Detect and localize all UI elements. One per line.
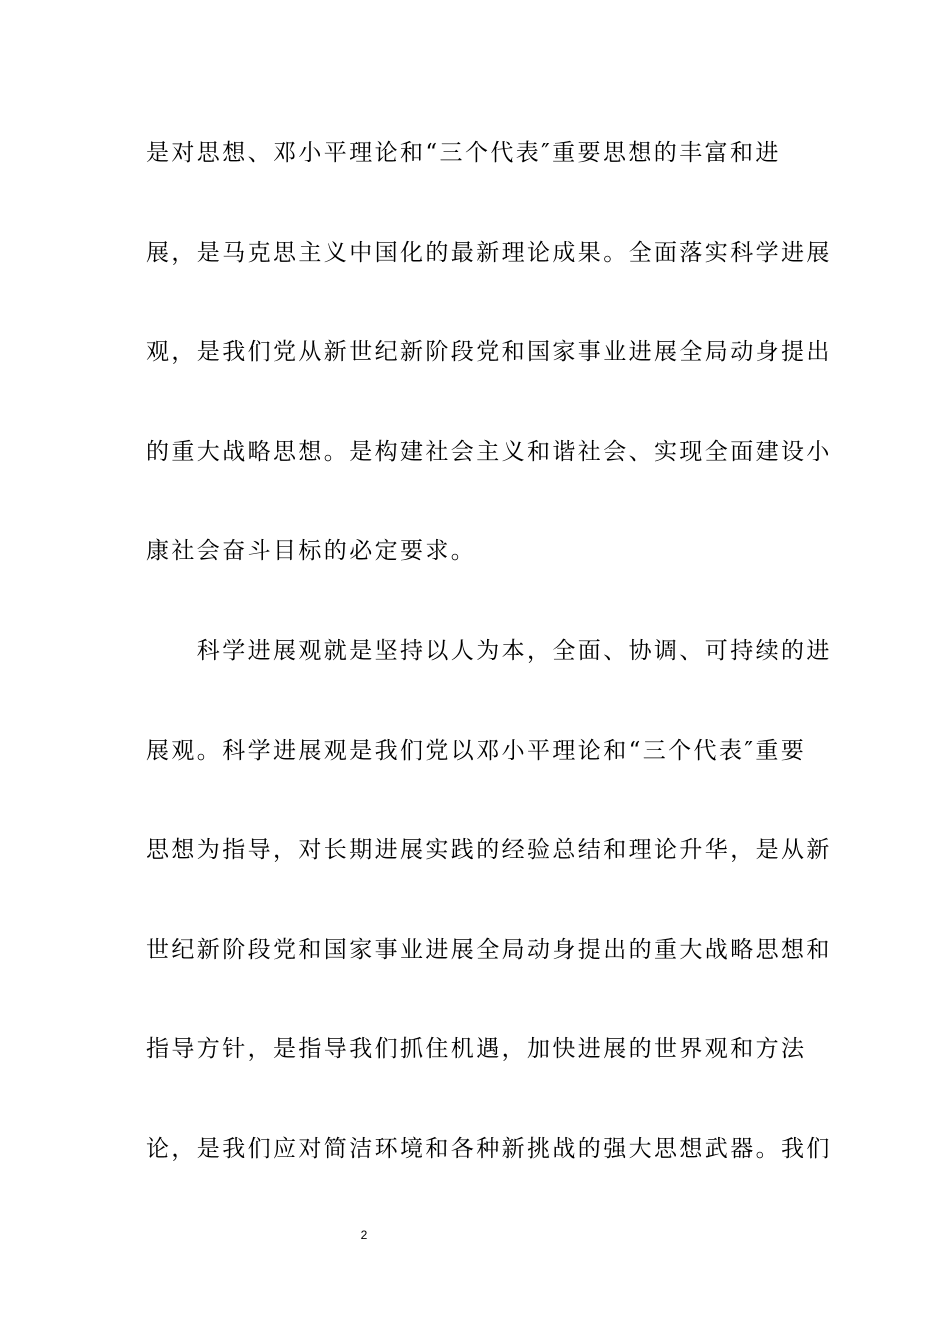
text-line: 指导方针，是指导我们抓住机遇，加快进展的世界观和方法 [146, 1036, 807, 1063]
text-line: 世纪新阶段党和国家事业进展全局动身提出的重大战略思想和 [146, 936, 832, 963]
page-number: 2 [360, 1228, 368, 1242]
text-line: 是对思想、邓小平理论和“三个代表″重要思想的丰富和进 [146, 140, 781, 166]
text-line: 展观。科学进展观是我们党以邓小平理论和“三个代表″重要 [146, 737, 807, 764]
text-line: 康社会奋斗目标的必定要求。 [146, 538, 477, 565]
text-line: 思想为指导，对长期进展实践的经验总结和理论升华，是从新 [146, 837, 832, 864]
text-line: 的重大战略思想。是构建社会主义和谐社会、实现全面建设小 [146, 438, 832, 465]
text-line: 展，是马克思主义中国化的最新理论成果。全面落实科学进展 [146, 239, 832, 266]
text-line: 观，是我们党从新世纪新阶段党和国家事业进展全局动身提出 [146, 339, 832, 366]
text-line: 科学进展观就是坚持以人为本，全面、协调、可持续的进 [146, 637, 832, 664]
text-line: 论，是我们应对简洁环境和各种新挑战的强大思想武器。我们 [146, 1135, 832, 1162]
body-text [146, 128, 832, 1224]
